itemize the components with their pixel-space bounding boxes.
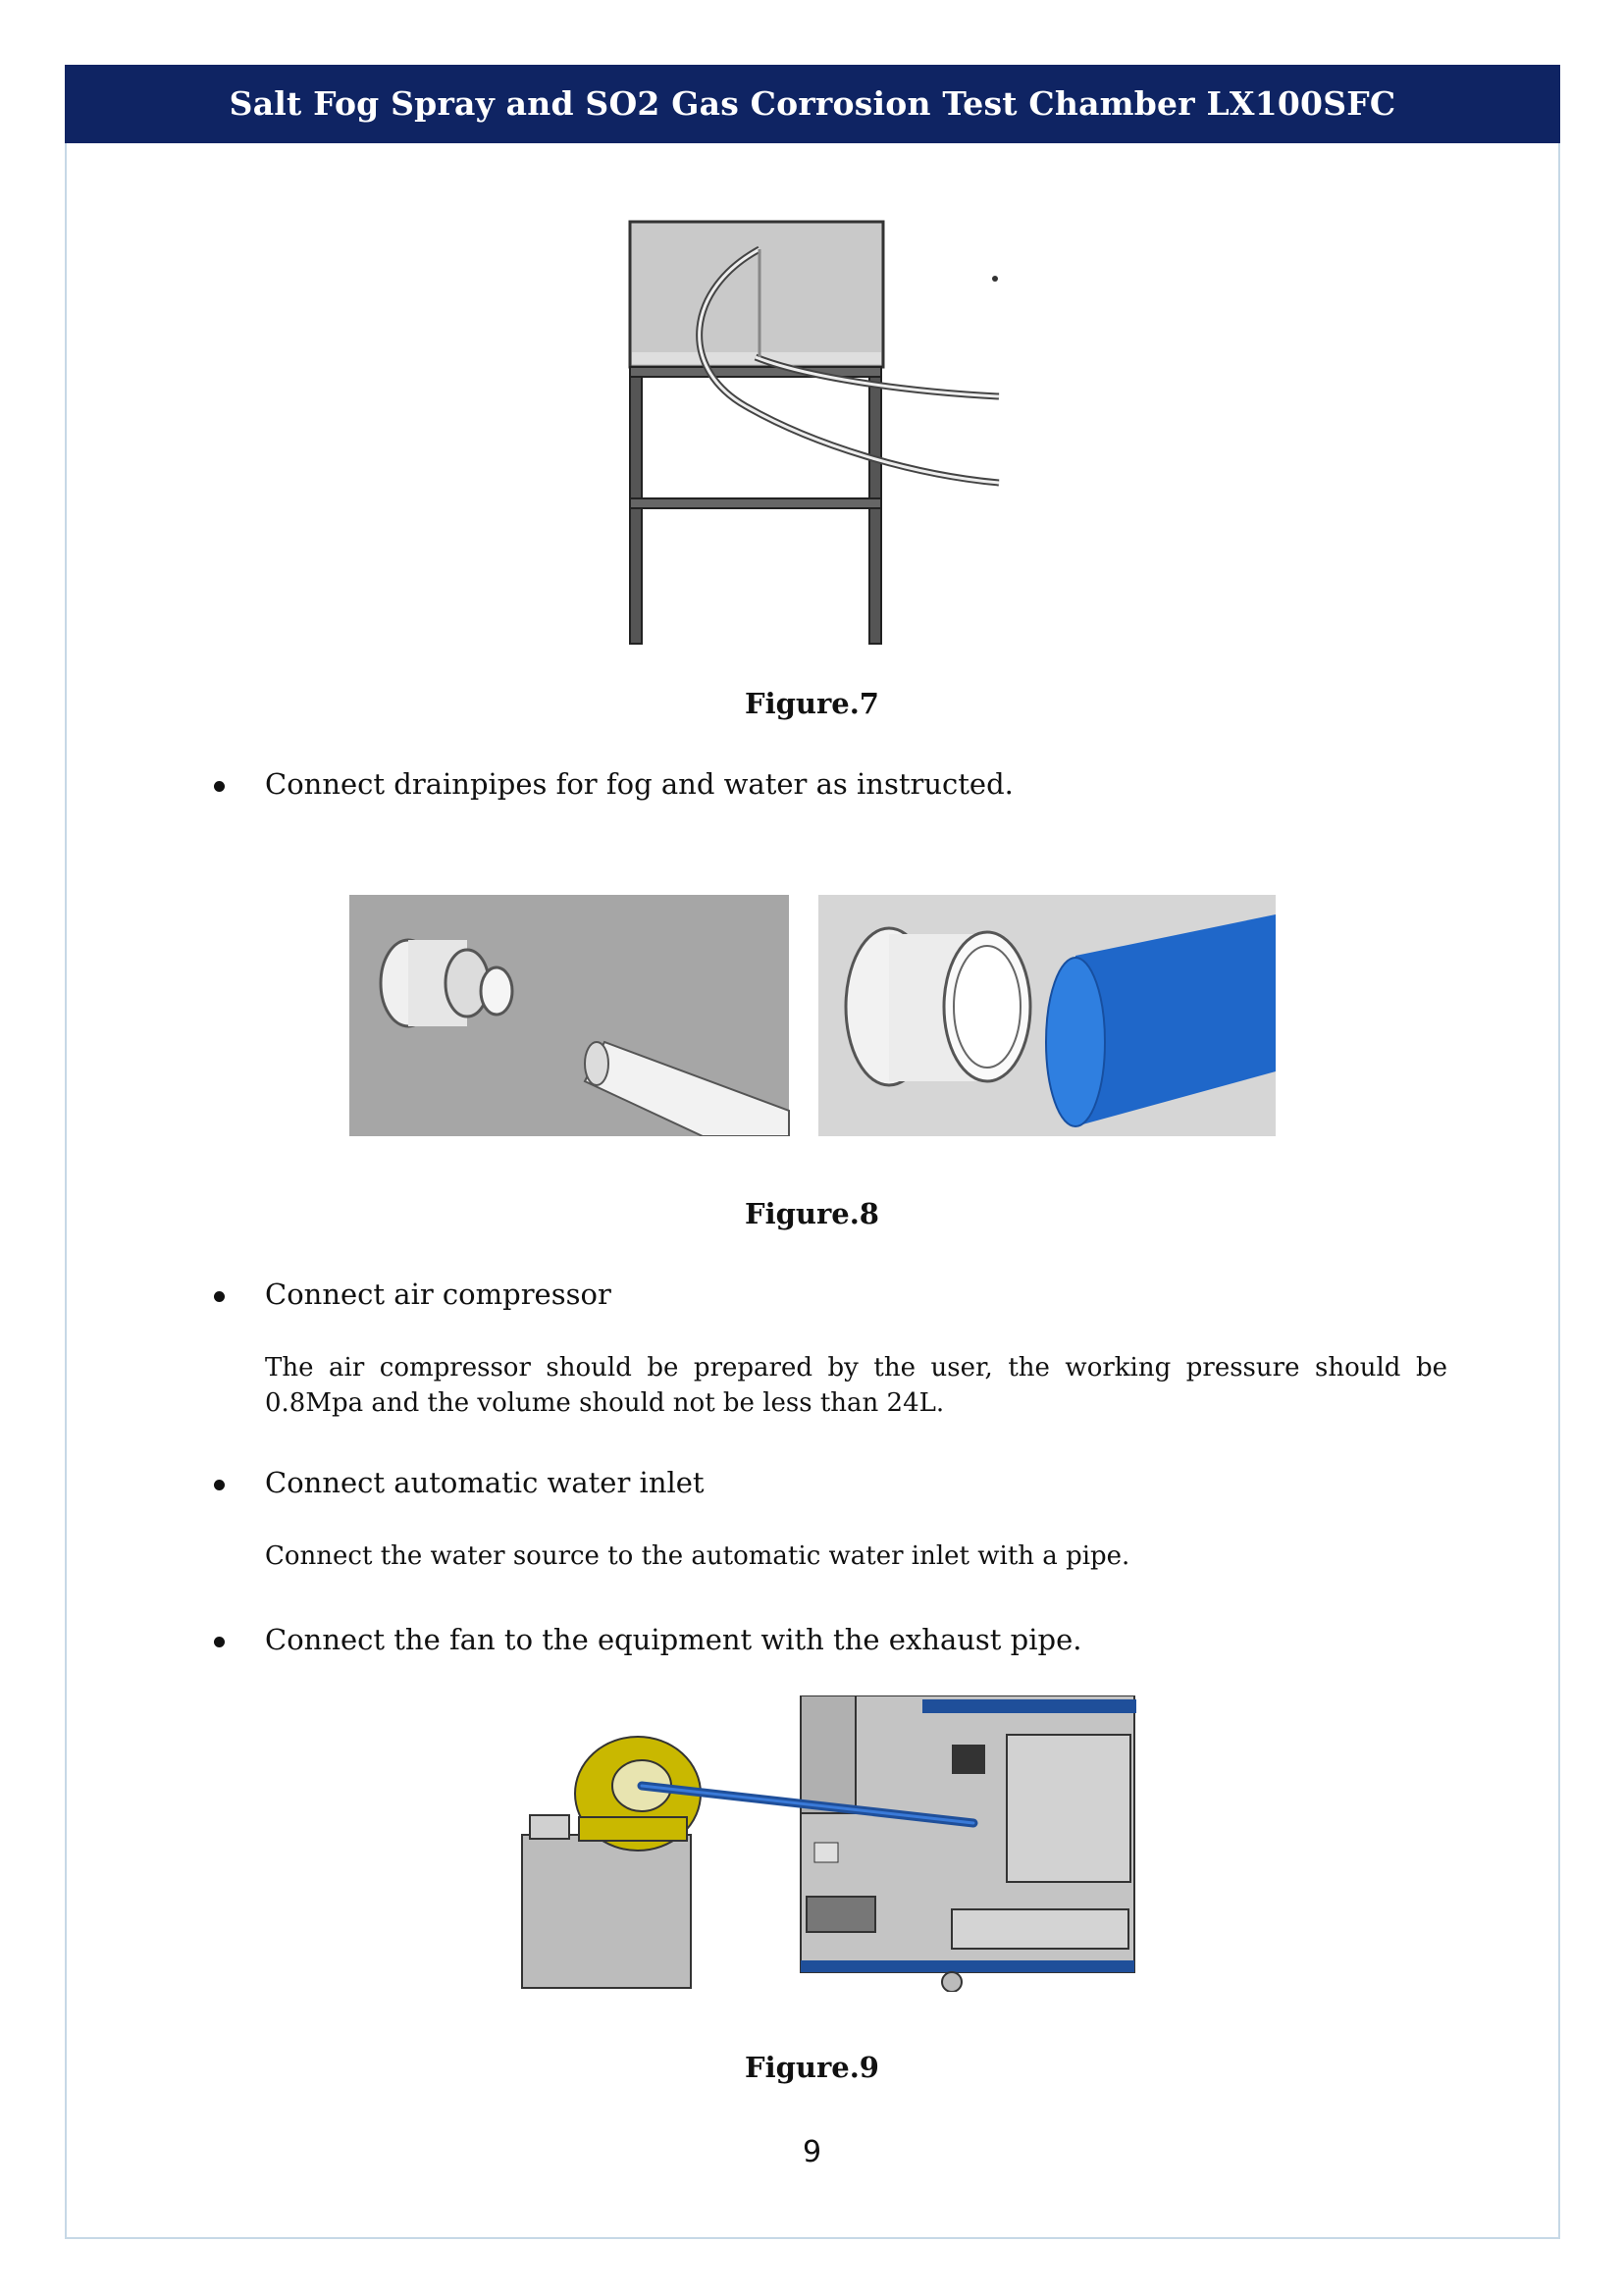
figure-8-image <box>349 895 1276 1136</box>
figure-8-caption: Figure.8 <box>745 1197 879 1230</box>
bullet-air-compressor: Connect air compressor <box>265 1278 611 1311</box>
bullet-fan-exhaust: Connect the fan to the equipment with the exhaust pipe. <box>265 1623 1082 1656</box>
paragraph-water-inlet: Connect the water source to the automatic water inlet with a pipe. <box>265 1541 1130 1571</box>
page-number: 9 <box>802 2135 822 2169</box>
page-header: Salt Fog Spray and SO2 Gas Corrosion Test Chamber LX100SFC <box>65 65 1560 143</box>
bullet-marker <box>214 1637 225 1647</box>
bullet-marker <box>214 781 225 792</box>
figure-7-image <box>628 220 1001 646</box>
bullet-drainpipes: Connect drainpipes for fog and water as instructed. <box>265 767 1014 801</box>
figure-7-caption: Figure.7 <box>745 687 879 720</box>
bullet-marker <box>214 1480 225 1490</box>
bullet-marker <box>214 1291 225 1302</box>
figure-9-caption: Figure.9 <box>745 2051 879 2084</box>
figure-9-image <box>520 1695 1138 1992</box>
bullet-water-inlet: Connect automatic water inlet <box>265 1466 705 1499</box>
paragraph-air-compressor: The air compressor should be prepared by the user, the working pressure should be 0.8Mpa and the volume should not be less than 24L. <box>265 1353 1447 1418</box>
